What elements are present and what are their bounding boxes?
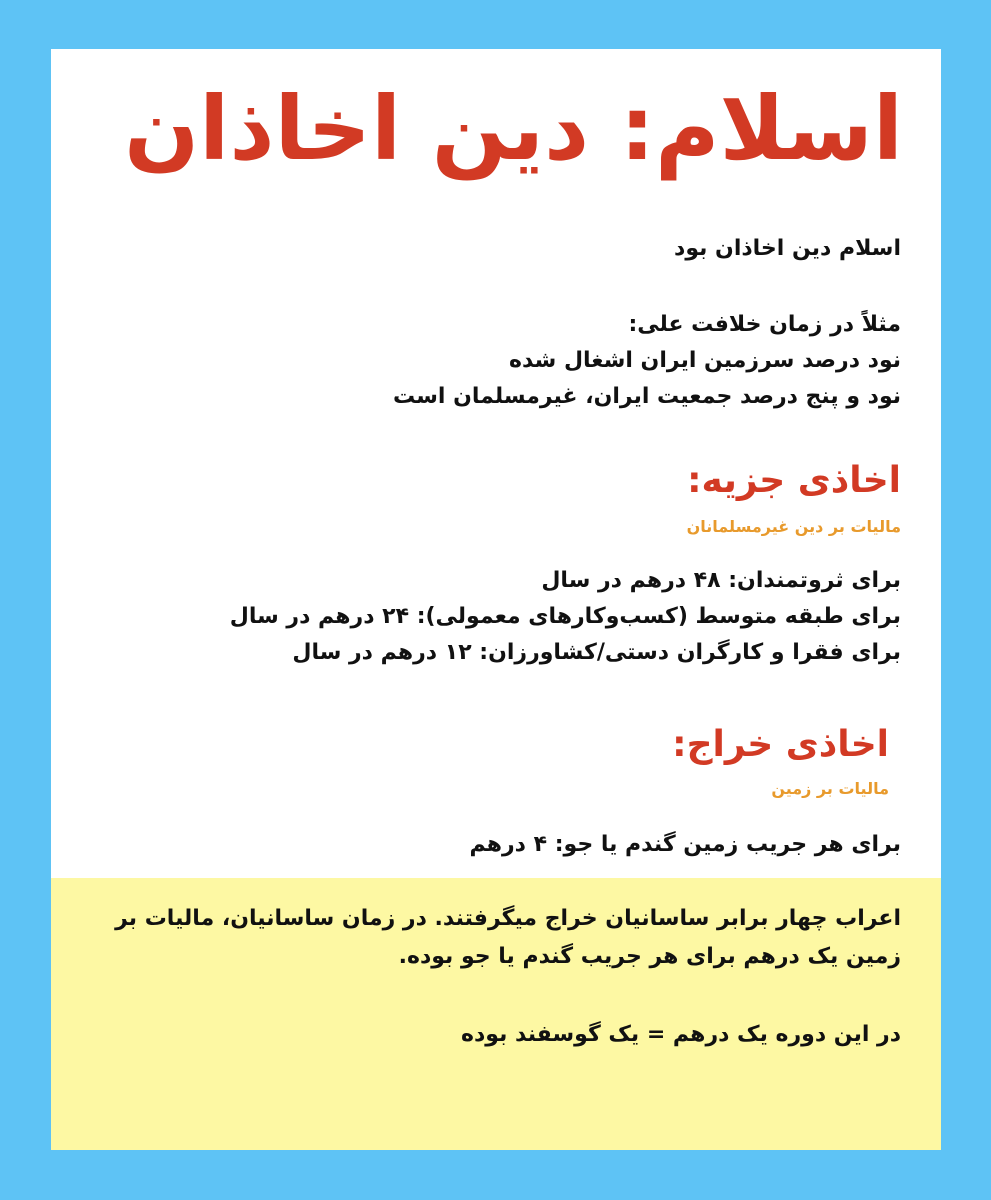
infographic-card — [51, 49, 941, 1150]
jizya-subtitle: مالیات بر دین غیرمسلمانان — [686, 517, 901, 536]
kharaj-heading: اخاذی خراج: — [672, 724, 889, 765]
note-box — [51, 878, 941, 1150]
jizya-heading: اخاذی جزیه: — [687, 460, 901, 501]
note-text: اعراب چهار برابر ساسانیان خراج میگرفتند. در زمان ساسانیان، مالیات بر زمین یک درهم برای هر جریب گندم یا جو بوده. — [115, 906, 901, 969]
kharaj-subtitle: مالیات بر زمین — [771, 779, 889, 798]
jizya-rates-list — [230, 563, 901, 671]
page-title: اسلام: دین اخاذان — [124, 77, 903, 180]
jizya-rate-item: برای فقرا و کارگران دستی/کشاورزان: ۱۲ درهم در سال — [292, 640, 901, 665]
kharaj-rate: برای هر جریب زمین گندم یا جو: ۴ درهم — [469, 832, 901, 857]
note-conversion: در این دوره یک درهم = یک گوسفند بوده — [461, 1022, 901, 1047]
jizya-rate-item: برای ثروتمندان: ۴۸ درهم در سال — [541, 568, 901, 593]
jizya-rate-item: برای طبقه متوسط (کسب‌وکارهای معمولی): ۲۴ درهم در سال — [229, 604, 901, 629]
intro-line: اسلام دین اخاذان بود — [674, 236, 901, 261]
example-line: نود و پنج درصد جمعیت ایران، غیرمسلمان است — [392, 384, 901, 409]
example-line: مثلاً در زمان خلافت علی: — [628, 312, 901, 337]
example-block — [393, 307, 901, 415]
example-line: نود درصد سرزمین ایران اشغال شده — [508, 348, 901, 373]
